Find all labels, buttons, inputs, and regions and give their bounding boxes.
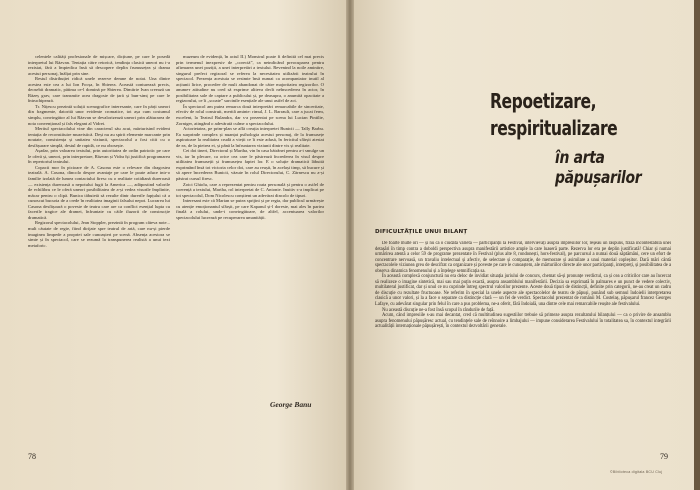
paragraph: Copacii mor în picioare de A. Casona este o relevare din dragostea teatrală. A. Casona, dincolo despre avantaje pe care le poate aduce intr-o familie izolată de lumea contactului firesc cu o realitate cotidiană durerоasă — existența dureroasă a nepotului fugit la America —, adăpostind valorile de echilibru ce le oferă uneori posibilitatea de a-și vedea visurile împlinite, măcar pentru o clipă. Bunica tăbuietă să rezulte dintr durerile fapțului că a cunoscut bucuria de a crede în realitatea imaginii falsului nepot. Lucrarea lui Casona desfășoară o poveste de teatru care are ca conflict esențial lupta cu facerile tragice ale dramei, înfruntate cu căile iluzorii de construcție dramatică. [28, 164, 170, 220]
paragraph: Cei doi tineri, Directorul și Martha, vin în casa bătrânei pentru a-i smulge un vis, iar în plecare, ca orice cea care le păstrează încrederea în visul despre utilitatea frumuseții și frumusețea faptei lor. E o soluție dramatică lăbuită exprimând însă tot victoria celor doi, care au reușit, în același timp, să bucure și să apere încrederea Bunicii, văzute în rolul Directorului, C. Zărnescu nu a-și păstrat cursul firesc. [176, 148, 324, 182]
paragraph: Așadar, prin valoarea textului, prin autoritatea de ordin patriotic pe care le oferă și, uneori, prin interpretare, Răzvan și Vidra își justifică programarea în repertoriul teatrului. [28, 148, 170, 165]
library-footer-note: ©Biblioteca digitala BCU Cluj [610, 470, 663, 474]
article-title-line-2: respiritualizare [490, 116, 618, 140]
paragraph: Regizorul spectacolului, Jean Stoppler, prezintă în program câteva note... mult căutate de regie, fiind dirijate spre teatrul de artă, care nu-și pierde imaginea limpede a propriei sale cunoașteri pe scenă. Absența acestora se simte și în spectacol, care se rezumă la transpunerea realistă a unui text metaforic. [28, 220, 170, 248]
right-page-body [375, 241, 671, 459]
left-page-column-1 [28, 54, 170, 458]
book-edge-right [694, 0, 700, 490]
paragraph: Meritul spectacolului vine din caracterul său acut, mărturisind evident tentația de reconstituire muzeistică. Deși nu au spirit elemente marcante prin noutate, consistența și unitatea viziunii, spectacolul a fost citit cu o desfășurare simplă, destul de rapidă, ce nu obosește. [28, 126, 170, 148]
paragraph: Interesant este că Marian se putea sprijini și pe regia, dar publicul urmărește cu atenție emoționantul sfârșit, pe care Kapanul și-l doreste, mai ales în partea finală a rolului, unde-i convingătoare, de altfel, accentuarea valorilor spectacolului lucrează pe recuperarea umanității. [176, 198, 324, 220]
paragraph: Actorietatea, pe prim-plan se află creația interpretei Bunicii — Tally Barbu. Ea surprinde complex și nuanțat psihologia acestui personaj, de la frumusețe aspiratoare la realitatea crudă a vieții ce îi este adusă, în fericitul sfârșit atestat de ea, de la pieirea ei, și până la înfruntarea viziunii dintre vis și realitate. [176, 126, 324, 148]
article-subtitle: în arta păpușarilor [555, 148, 642, 188]
paragraph: Acum, când impresiile s-au mai decantat, cred că multitudinea sugestiilor trebuie să primeze asupra rezultatului bilanțului — ca o privire de ansamblu asupra fenomenului păpușăresc actual, cu tendințele sale de reînnoire a limbajului — impune considerarea Festivalului în totalitatea sa, în contextul integrării actualității internaționale păpușărești, în contextul dezvoltării generale. [375, 313, 671, 330]
paragraph: În această complexă conjunctură nu era deloc de invidiat situația juriului de concurs, chemat să-și pronunțe verdictul, ca și cea a criticilor care au încercat să realizeze o imagine sintetică, mai sau mai puțin exactă, asupra ansamblului manifestării. Decizia sa exprimată în palmares e un punct de vedere colectiv, multilateral justificat, dar și unul ce nu cuprinde întreg spectrul valorilor prezente. Aceste două tipuri de distincții, definite prin categorii, ne-au creat un cadru de discuție cu rezultate fructuoase. Ne referim în special la unele aspecte ale spectacolelor de teatru de păpuși, punând sub semnul îndoielii interpretarea clasică a unor valori, și la a face o separare ca distincție clară — un fel de verdict. Spectacolul prezentat de românii M. Costelaș, păpușarul francez Georges Lafaye, cu adevărat singular prin felul în care a pus problema, ne-a oferit, fără îndoială, una dintre cele mai remarcabile reușite ale festivalului. [375, 274, 671, 308]
section-heading: DIFICULTĂȚILE UNUI BILANȚ [375, 229, 468, 235]
author-signature: George Banu [270, 400, 312, 409]
paragraph: În spectacol am putea remarca două interpretări remarcabile de sinceritate, efectiv de rolul construit, meritã aminte: rimul, J. L. Barrault, care a jucat ferm, excelent, la Teatrul Bulandra, dar s-a prezentat pe scena lui Lucian Pintilie, Zorniger, atingând o adevărată culme a spectacolului. [176, 103, 324, 126]
paragraph: muzeum de evidență, în actul II.) Monstrul poate fi definită cel mai precis prin termenul inexpresiv de „corectă”, ca neindicând preocuparea pentru afirmarea unei poziții, a unei interpretări a textului. Revenind la noile aminitre, singurul prefect regizoral se referea la necesitatea utilizării teatrului în spectacol. Prezența acestuia se resimte însă numai ca acompaniator inutil al acțiunii lirice, procedee de mult abandonat de către majoritatea regizorilor. O anumeт atitudine nu cred să exprime aliteva decît neînscederea în actor, în posibilitatea sale de captare a publicului și, pe deasupra, o anumită opacitate a regizorului, ce îi „scoate” sarcinile esențiale ale unui astfel de act. [176, 54, 324, 104]
article-title-line-1: Repoetizare, [490, 89, 597, 113]
left-page-column-2 [176, 54, 324, 394]
page-number-right: 79 [660, 452, 668, 461]
book-gutter [346, 0, 354, 490]
left-page [0, 0, 346, 490]
paragraph: Zoici Ghiolu, care a reprezentat pentru roata personală și pentru o astfel de coerență a textului, Martha, rol interpretat de C. Antonie. Inuitiv s-a implicat pe tot spectacolul, Dom Nicolescu conștient un adevărat dincolo de tipuri. [176, 181, 324, 198]
paragraph: De foarte multe ori — și nu ca o ciudată varietă — participanții la Festival, intervievați asupra impresiilor lor, reșeau un răspuns, frază incontestabilă unei detașări în timp contra a doboldi perspectiva asupra manifestării artistice ample la care luaseră parte. Rezerva lor era pe deplin justificată! Chiar și numai urmărirea atentă a celor 59 de programe prezentate în Festival (plus alte 8, rondonești, hors-festival), pe parcursul a numai două săptămâni, cere un efort de concentrare nervoasă, un travaliu intelectual și afectiv, de selectare și comparație, de memorare și asimilare a unui material copleșitor. Dară mări cântă spectacolele viziunea greu de descifrat ca organizare și poveste pe care le cunoaștem, ale mărturiilor directe ale unor participanți, interpreți, și posibilitatea de a observa dinamica fenomenului și a înțelege semnificația sa. [375, 241, 671, 274]
paragraph: Nu această discuție ne-a fost însă scopul în rândurile de față. [382, 307, 495, 313]
page-number-left: 78 [28, 452, 36, 461]
paragraph: Tr. Nițescu prezintă soluții scenografice interesante, care în părți uneori din fragmente, datorită unor evidente cromatice, tot așa cum costumul simplu, convingător al lui Răzvan se devalorizează uneori prin alăturarea de nota convențional și fals elegant al Vidrei. [28, 103, 170, 126]
paragraph: Restul distribuției ridică unele rezerve demne de notat. Una dintre acestea este cea a lui Ion Focșa, în Sbierea. Această conturează precis, deosebit dramatic, pătima ce-l domină pe Sbierea. Dimitrie Ivan creează un Răzeș grav, care transmite acea dragoste de țară și bun-simț pe care le întruchipează. [28, 76, 170, 104]
article-title [490, 88, 646, 142]
paragraph: celentele calități profesionale de mișcare, dicțiune, pe care le posedă interpretul lui Răzvan. Tentația cătrе retorică, tendința clasică uneori nu i-a rezistat, fără a împiedica însă să descopere deplin frumusețea și drama acestui personaj, înălțat prin sine. [28, 54, 170, 76]
